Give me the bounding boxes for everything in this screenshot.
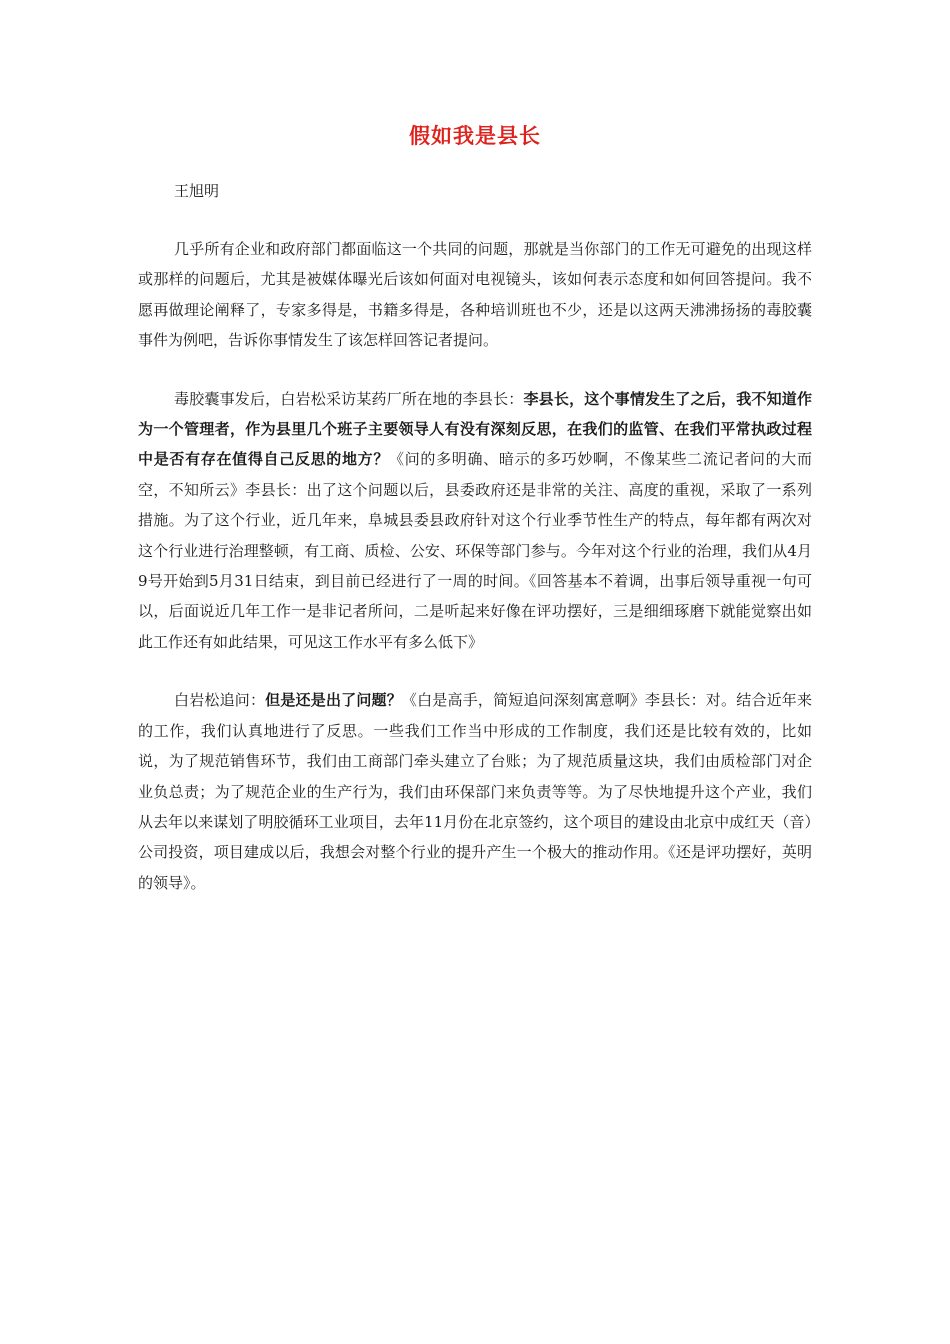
paragraph-1 — [138, 234, 812, 356]
paragraph-text: 几乎所有企业和政府部门都面临这一个共同的问题，那就是当你部门的工作无可避免的出现这样或那样的问题后，尤其是被媒体曝光后该如何面对电视镜头，该如何表示态度和如何回答提问。我不愿再做理论阐释了，专家多得是，书籍多得是，各种培训班也不少，还是以这两天沸沸扬扬的毒胶囊事件为例吧，告诉你事情发生了该怎样回答记者提问。 — [138, 240, 812, 350]
paragraph-text: 《问的多明确、暗示的多巧妙啊，不像某些二流记者问的大而空，不知所云》李县长：出了这个问题以后，县委政府还是非常的关注、高度的重视，采取了一系列措施。为了这个行业，近几年来，阜城县委县政府针对这个行业季节性生产的特点，每年都有两次对这个行业进行治理整顿，有工商、质检、公安、环保等部门参与。今年对这个行业的治理，我们从4月9号开始到5月31日结束，到目前已经进行了一周的时间。《回答基本不着调，出事后领导重视一句可以，后面说近几年工作一是非记者所问，二是听起来好像在评功摆好，三是细细琢磨下就能觉察出如此工作还有如此结果，可见这工作水平有多么低下》 — [138, 450, 812, 651]
bold-question: 但是还是出了问题？ — [265, 691, 402, 710]
paragraph-text: 白岩松追问： — [174, 691, 266, 710]
bold-question: 李县长，这个事情发生了之后，我不知道作为一个管理者，作为县里几个班子主要领导人有没有深刻反思，在我们的监管、在我们平常执政过程中是否有存在值得自己反思的地方？ — [138, 389, 812, 469]
paragraph-3 — [138, 685, 812, 898]
document-title: 假如我是县长 — [409, 123, 541, 148]
paragraph-text: 毒胶囊事发后，白岩松采访某药厂所在地的李县长： — [174, 389, 524, 408]
document-page — [138, 118, 812, 926]
paragraph-text: 《白是高手，简短追问深刻寓意啊》李县长：对。结合近年来的工作，我们认真地进行了反思。一些我们工作当中形成的工作制度，我们还是比较有效的，比如说，为了规范销售环节，我们由工商部门牵头建立了台账；为了规范质量这块，我们由质检部门对企业负总责；为了规范企业的生产行为，我们由环保部门来负责等等。为了尽快地提升这个产业，我们从去年以来谋划了明胶循环工业项目，去年11月份在北京签约，这个项目的建设由北京中成红天（音）公司投资，项目建成以后，我想会对整个行业的提升产生一个极大的推动作用。《还是评功摆好，英明的领导》。 — [138, 691, 812, 892]
author-name: 王旭明 — [174, 182, 220, 200]
paragraph-2 — [138, 384, 812, 658]
